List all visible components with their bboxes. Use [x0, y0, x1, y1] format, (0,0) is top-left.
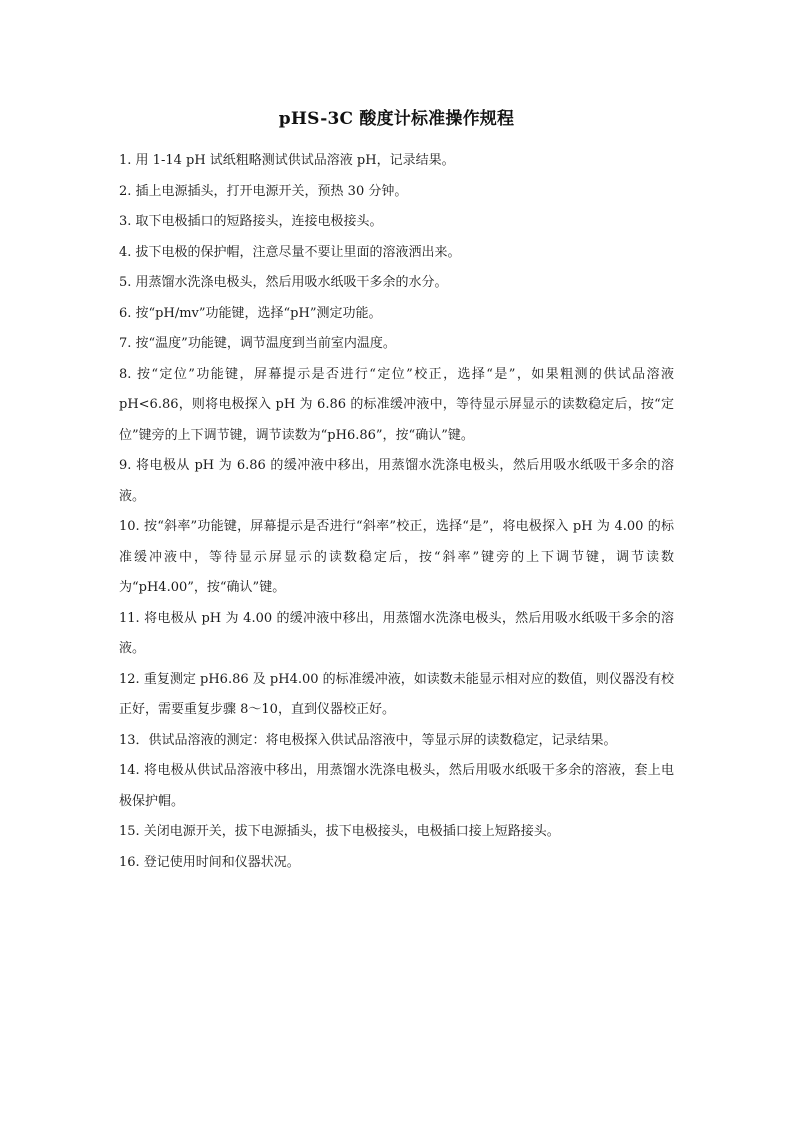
procedure-step-15: 15. 关闭电源开关，拔下电源插头，拔下电极接头，电极插口接上短路接头。 — [119, 824, 560, 839]
procedure-step-13: 13．供试品溶液的测定：将电极探入供试品溶液中，等显示屏的读数稳定，记录结果。 — [119, 732, 617, 748]
procedure-step-3: 3. 取下电极插口的短路接头，连接电极接头。 — [119, 214, 383, 229]
procedure-steps-list — [119, 146, 674, 878]
procedure-step-9: 9. 将电极从 pH 为 6.86 的缓冲液中移出，用蒸馏水洗涤电极头，然后用吸水纸吸干多余的溶液。 — [119, 458, 674, 504]
procedure-step-8: 8. 按“定位”功能键，屏幕提示是否进行“定位”校正，选择“是”，如果粗测的供试品溶液 pH<6.86，则将电极探入 pH 为 6.86 的标准缓冲液中，等待显示屏显示的读数稳定后，按“定位”键旁的上下调节键，调节读数为“pH6.86”，按“确认”键。 — [119, 366, 674, 443]
procedure-step-5: 5. 用蒸馏水洗涤电极头，然后用吸水纸吸干多余的水分。 — [119, 275, 448, 290]
procedure-step-16: 16. 登记使用时间和仪器状况。 — [119, 854, 300, 870]
document-title: pHS-3C 酸度计标准操作规程 — [278, 109, 515, 129]
procedure-step-10: 10. 按“斜率”功能键，屏幕提示是否进行“斜率”校正，选择“是”，将电极探入 pH 为 4.00 的标准缓冲液中，等待显示屏显示的读数稳定后，按“斜率”键旁的上下调节键，调节读数为“pH4.00”，按“确认”键。 — [119, 519, 674, 595]
procedure-step-12: 12. 重复测定 pH6.86 及 pH4.00 的标准缓冲液，如读数未能显示相对应的数值，则仪器没有校正好，需要重复步骤 8～10，直到仪器校正好。 — [119, 671, 674, 717]
procedure-step-14: 14. 将电极从供试品溶液中移出，用蒸馏水洗涤电极头，然后用吸水纸吸干多余的溶液，套上电极保护帽。 — [119, 763, 674, 809]
procedure-step-4: 4. 拔下电极的保护帽，注意尽量不要让里面的溶液洒出来。 — [119, 244, 461, 260]
procedure-step-7: 7. 按“温度”功能键，调节温度到当前室内温度。 — [119, 336, 396, 351]
procedure-step-1: 1. 用 1-14 pH 试纸粗略测试供试品溶液 pH，记录结果。 — [119, 153, 455, 168]
procedure-step-6: 6. 按“pH/mv”功能键，选择“pH”测定功能。 — [119, 305, 382, 321]
procedure-step-2: 2. 插上电源插头，打开电源开关，预热 30 分钟。 — [119, 183, 408, 199]
procedure-step-11: 11. 将电极从 pH 为 4.00 的缓冲液中移出，用蒸馏水洗涤电极头，然后用吸水纸吸干多余的溶液。 — [119, 610, 674, 656]
